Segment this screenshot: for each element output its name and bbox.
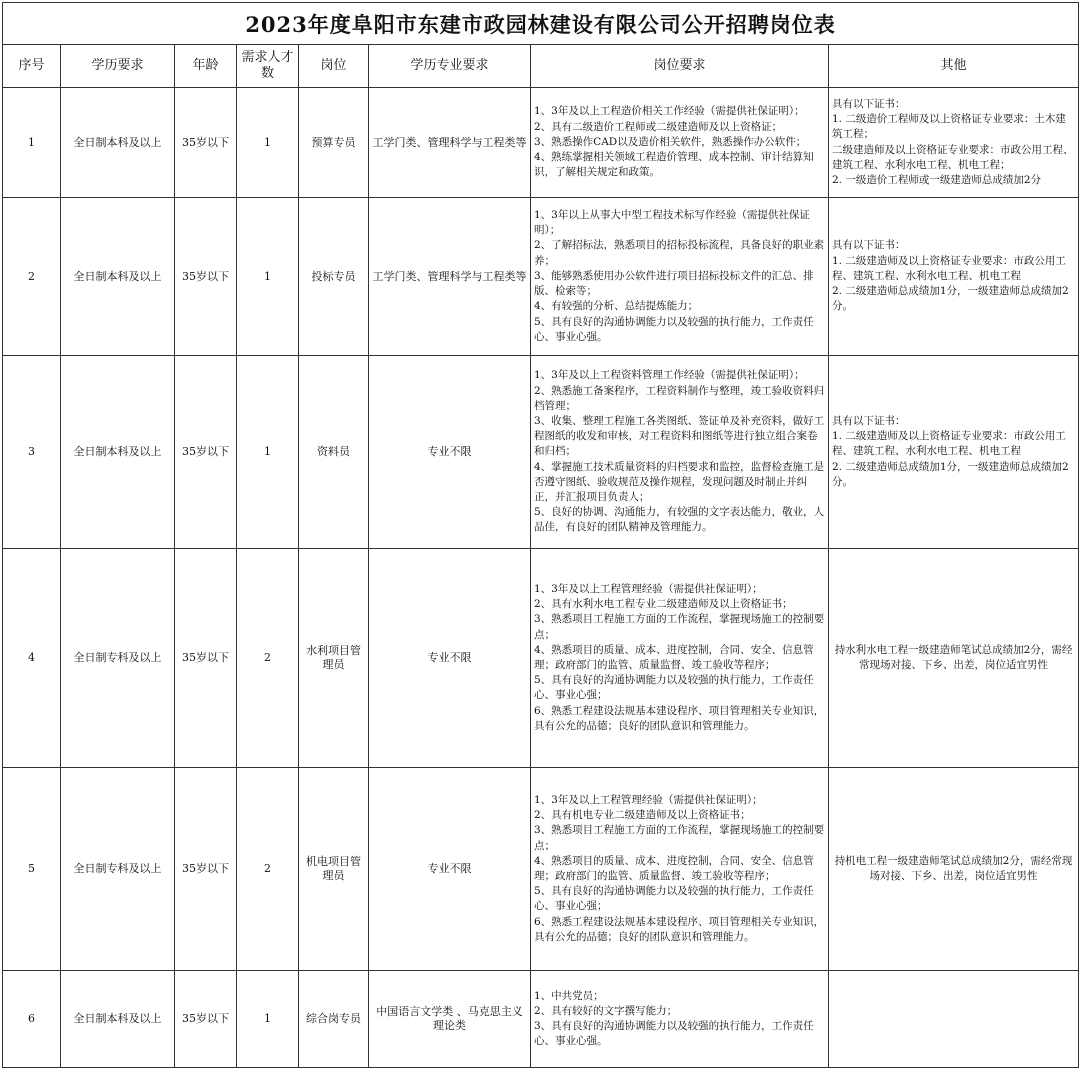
cell-seq: 2 [3, 198, 61, 356]
other-line: 具有以下证书： [832, 97, 906, 110]
cell-education: 全日制本科及以上 [61, 198, 175, 356]
table-title: 2023年度阜阳市东建市政园林建设有限公司公开招聘岗位表 [3, 3, 1079, 45]
cell-count: 2 [237, 768, 299, 971]
cell-major: 专业不限 [369, 356, 531, 549]
other-line: 二级建造师及以上资格证专业要求：市政公用工程、建筑工程、水利水电工程、机电工程； [832, 143, 1074, 171]
cell-requirements [531, 198, 829, 356]
cell-education: 全日制专科及以上 [61, 549, 175, 768]
cell-major: 专业不限 [369, 768, 531, 971]
cell-age: 35岁以下 [175, 356, 237, 549]
cell-position: 综合岗专员 [299, 971, 369, 1068]
cell-seq: 5 [3, 768, 61, 971]
requirement-line: 1、中共党员； [534, 989, 604, 1002]
cell-major: 专业不限 [369, 549, 531, 768]
cell-other [829, 971, 1079, 1068]
header-position: 岗位 [299, 45, 369, 88]
requirement-line: 1、3年及以上工程造价相关工作经验（需提供社保证明）； [534, 105, 805, 118]
cell-count: 1 [237, 88, 299, 198]
requirement-line: 2、具有水利水电工程专业二级建造师及以上资格证书； [534, 598, 793, 611]
requirement-line: 3、具有良好的沟通协调能力以及较强的执行能力，工作责任心、事业心强。 [534, 1020, 814, 1048]
table-row [3, 971, 1079, 1068]
cell-other [829, 768, 1079, 971]
other-line: 具有以下证书： [832, 239, 906, 252]
requirement-line: 5、具有良好的沟通协调能力以及较强的执行能力，工作责任心、事业心强； [534, 674, 814, 702]
cell-other [829, 549, 1079, 768]
table-row [3, 88, 1079, 198]
requirement-line: 4、掌握施工技术质量资料的归档要求和监控，监督检查施工是否遵守图纸、验收规范及操作规程，发现问题及时制止并纠正，并汇报项目负责人； [534, 460, 825, 503]
cell-count: 1 [237, 198, 299, 356]
cell-major: 中国语言文学类 、马克思主义理论类 [369, 971, 531, 1068]
requirement-line: 4、熟悉项目的质量、成本、进度控制，合同、安全、信息管理；政府部门的监管、质量监督、竣工验收等程序； [534, 643, 814, 671]
other-line: 2. 一级造价工程师或一级建造师总成绩加2分 [832, 173, 1042, 186]
header-education: 学历要求 [61, 45, 175, 88]
cell-seq: 1 [3, 88, 61, 198]
requirement-line: 2、具有机电专业二级建造师及以上资格证书； [534, 809, 751, 822]
requirement-line: 4、有较强的分析、总结提炼能力； [534, 300, 699, 313]
cell-age: 35岁以下 [175, 768, 237, 971]
cell-requirements [531, 88, 829, 198]
cell-major: 工学门类、管理科学与工程类等 [369, 88, 531, 198]
other-line: 具有以下证书： [832, 414, 906, 427]
header-count: 需求人才数 [237, 45, 299, 88]
other-line: 2. 二级建造师总成绩加1分，一级建造师总成绩加2分。 [832, 285, 1069, 313]
requirement-line: 1、3年及以上工程管理经验（需提供社保证明）； [534, 582, 763, 595]
table-row [3, 549, 1079, 768]
table-row [3, 768, 1079, 971]
other-line: 1. 二级造价工程师及以上资格证专业要求：土木建筑工程； [832, 113, 1066, 141]
cell-position: 机电项目管理员 [299, 768, 369, 971]
cell-seq: 3 [3, 356, 61, 549]
cell-age: 35岁以下 [175, 549, 237, 768]
header-age: 年龄 [175, 45, 237, 88]
header-requirements: 岗位要求 [531, 45, 829, 88]
requirement-line: 4、熟练掌握相关领域工程造价管理、成本控制、审计结算知识，了解相关规定和政策。 [534, 151, 814, 179]
requirement-line: 6、熟悉工程建设法规基本建设程序、项目管理相关专业知识，具有公允的品德；良好的团队意识和管理能力。 [534, 915, 825, 943]
cell-position: 预算专员 [299, 88, 369, 198]
requirement-line: 3、熟悉项目工程施工方面的工作流程，掌握现场施工的控制要点； [534, 613, 825, 641]
other-line: 持机电工程一级建造师笔试总成绩加2分，需经常现场对接、下乡、出差，岗位适宜男性 [834, 854, 1073, 882]
requirement-line: 5、具有良好的沟通协调能力以及较强的执行能力，工作责任心、事业心强； [534, 885, 814, 913]
cell-seq: 6 [3, 971, 61, 1068]
requirement-line: 3、能够熟悉使用办公软件进行项目招标投标文件的汇总、排版、检索等； [534, 269, 814, 298]
cell-count: 1 [237, 971, 299, 1068]
requirement-line: 1、3年及以上工程资料管理工作经验（需提供社保证明）； [534, 369, 805, 382]
requirement-line: 5、良好的协调、沟通能力，有较强的文字表达能力，敬业，人品佳，有良好的团队精神及管理能力。 [534, 506, 825, 534]
cell-position: 投标专员 [299, 198, 369, 356]
cell-age: 35岁以下 [175, 88, 237, 198]
requirement-line: 4、熟悉项目的质量、成本、进度控制，合同、安全、信息管理；政府部门的监管、质量监督、竣工验收等程序； [534, 854, 814, 882]
cell-position: 水利项目管理员 [299, 549, 369, 768]
header-seq: 序号 [3, 45, 61, 88]
cell-education: 全日制本科及以上 [61, 88, 175, 198]
other-line: 2. 二级建造师总成绩加1分，一级建造师总成绩加2分。 [832, 460, 1069, 488]
cell-age: 35岁以下 [175, 198, 237, 356]
header-row [3, 45, 1079, 88]
requirement-line: 6、熟悉工程建设法规基本建设程序、项目管理相关专业知识，具有公允的品德；良好的团队意识和管理能力。 [534, 704, 825, 732]
cell-position: 资料员 [299, 356, 369, 549]
other-line: 1. 二级建造师及以上资格证专业要求：市政公用工程、建筑工程、水利水电工程、机电工程 [832, 430, 1066, 458]
cell-requirements [531, 356, 829, 549]
cell-education: 全日制本科及以上 [61, 971, 175, 1068]
requirement-line: 5、具有良好的沟通协调能力以及较强的执行能力，工作责任心、事业心强。 [534, 315, 814, 343]
cell-major: 工学门类、管理科学与工程类等 [369, 198, 531, 356]
cell-age: 35岁以下 [175, 971, 237, 1068]
requirement-line: 2、具有较好的文字撰写能力； [534, 1004, 678, 1017]
cell-other [829, 198, 1079, 356]
other-line: 持水利水电工程一级建造师笔试总成绩加2分，需经常现场对接、下乡、出差，岗位适宜男性 [834, 643, 1073, 671]
recruitment-table [2, 2, 1079, 1068]
requirement-line: 2、了解招标法，熟悉项目的招标投标流程，具备良好的职业素养； [534, 239, 825, 267]
requirement-line: 2、具有二级造价工程师或二级建造师及以上资格证； [534, 120, 783, 133]
cell-requirements [531, 549, 829, 768]
requirement-line: 3、熟悉项目工程施工方面的工作流程，掌握现场施工的控制要点； [534, 824, 825, 852]
requirement-line: 3、熟悉操作CAD以及造价相关软件，熟悉操作办公软件； [534, 135, 807, 148]
requirement-line: 1、3年及以上工程管理经验（需提供社保证明）； [534, 793, 763, 806]
requirement-line: 2、熟悉施工备案程序，工程资料制作与整理，竣工验收资料归档管理； [534, 384, 825, 412]
table-body [3, 88, 1079, 1068]
table-row [3, 198, 1079, 356]
requirement-line: 1、3年以上从事大中型工程技术标写作经验（需提供社保证明）； [534, 209, 810, 237]
cell-other [829, 88, 1079, 198]
cell-requirements [531, 971, 829, 1068]
cell-count: 2 [237, 549, 299, 768]
header-major: 学历专业要求 [369, 45, 531, 88]
table-row [3, 356, 1079, 549]
cell-education: 全日制本科及以上 [61, 356, 175, 549]
cell-other [829, 356, 1079, 549]
cell-requirements [531, 768, 829, 971]
requirement-line: 3、收集、整理工程施工各类图纸、签证单及补充资料，做好工程图纸的收发和审核，对工程资料和图纸等进行独立组合案卷和归档； [534, 414, 825, 458]
cell-education: 全日制专科及以上 [61, 768, 175, 971]
header-other: 其他 [829, 45, 1079, 88]
cell-seq: 4 [3, 549, 61, 768]
cell-count: 1 [237, 356, 299, 549]
other-line: 1. 二级建造师及以上资格证专业要求：市政公用工程、建筑工程、水利水电工程、机电工程 [832, 254, 1066, 282]
